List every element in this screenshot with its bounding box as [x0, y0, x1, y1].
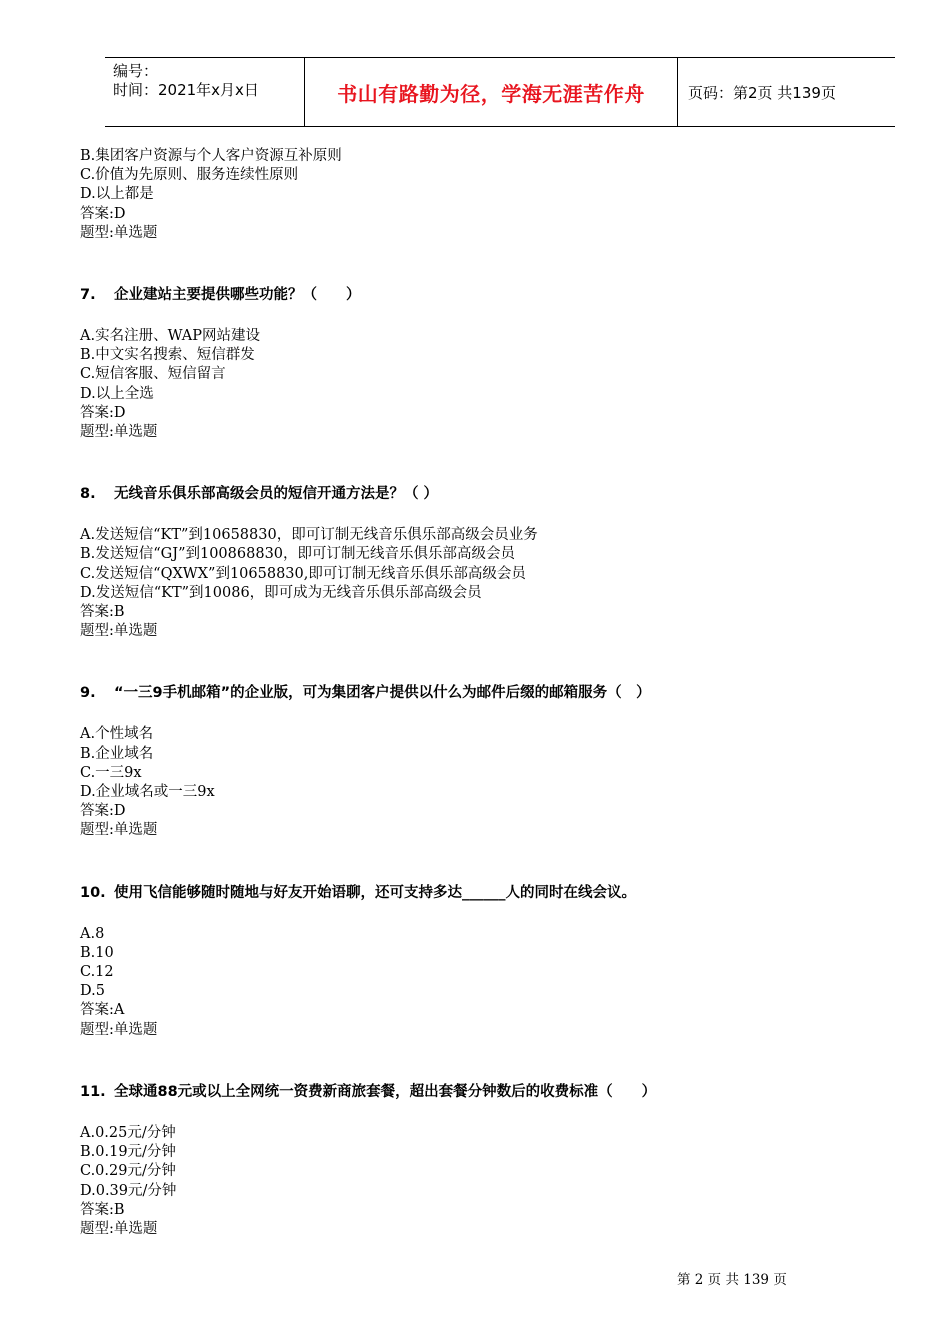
option-d: D.企业域名或一三9x — [80, 784, 215, 801]
question-block-8 — [80, 485, 880, 641]
option-a: A.0.25元/分钟 — [80, 1124, 176, 1141]
option-a: A.8 — [80, 925, 105, 942]
question-block-7 — [80, 286, 880, 442]
option-a: A.发送短信“KT”到10658830，即可订制无线音乐俱乐部高级会员业务 — [80, 527, 538, 544]
answer-line: 答案:A — [80, 1002, 125, 1019]
question-text: “一三9手机邮箱”的企业版，可为集团客户提供以什么为邮件后缀的邮箱服务（ ） — [114, 685, 651, 702]
question-number: 10. — [80, 884, 106, 901]
option-c: C.一三9x — [80, 764, 142, 781]
option-a: A.个性域名 — [80, 726, 154, 743]
time-label: 时间：2021年x月x日 — [113, 81, 259, 99]
page-header — [105, 57, 895, 127]
option-b: B.0.19元/分钟 — [80, 1144, 176, 1161]
option-line: B.集团客户资源与个人客户资源互补原则 — [80, 148, 342, 164]
option-c: C.0.29元/分钟 — [80, 1163, 176, 1180]
answer-line: 答案:D — [80, 205, 126, 222]
option-b: B.10 — [80, 944, 114, 961]
question-title — [80, 286, 880, 305]
continuation-block — [80, 147, 880, 243]
question-content — [80, 147, 880, 1239]
option-line: D.以上都是 — [80, 186, 154, 203]
header-page-info: 页码：第2页 共139页 — [688, 83, 836, 102]
option-a: A.实名注册、WAP网站建设 — [80, 328, 260, 345]
option-line: C.价值为先原则、服务连续性原则 — [80, 167, 299, 184]
answer-line: 答案:B — [80, 1201, 125, 1218]
answer-line: 答案:B — [80, 604, 125, 621]
question-text: 使用飞信能够随时随地与好友开始语聊，还可支持多达______人的同时在线会议。 — [114, 884, 636, 901]
question-number: 11. — [80, 1083, 106, 1100]
question-title — [80, 1083, 880, 1102]
option-c: C.12 — [80, 964, 114, 981]
option-c: C.发送短信“QXWX”到10658830,即可订制无线音乐俱乐部高级会员 — [80, 565, 526, 582]
serial-label: 编号： — [113, 62, 159, 80]
question-title — [80, 485, 880, 504]
type-line: 题型:单选题 — [80, 822, 158, 839]
question-title — [80, 684, 880, 703]
question-number: 7. — [80, 287, 96, 304]
type-line: 题型:单选题 — [80, 424, 158, 441]
header-motto: 书山有路勤为径，学海无涯苦作舟 — [305, 58, 678, 126]
question-number: 8. — [80, 486, 96, 503]
option-d: D.5 — [80, 983, 105, 1000]
option-d: D.发送短信“KT”到10086，即可成为无线音乐俱乐部高级会员 — [80, 584, 482, 601]
type-line: 题型:单选题 — [80, 224, 158, 241]
question-number: 9. — [80, 685, 96, 702]
answer-line: 答案:D — [80, 803, 126, 820]
page-footer: 第 2 页 共 139 页 — [677, 1272, 787, 1288]
question-block-9 — [80, 684, 880, 840]
option-b: B.企业域名 — [80, 745, 154, 762]
option-b: B.发送短信“GJ”到100868830，即可订制无线音乐俱乐部高级会员 — [80, 546, 516, 563]
question-text: 企业建站主要提供哪些功能？（ ） — [114, 287, 361, 304]
option-d: D.以上全选 — [80, 385, 154, 402]
question-title — [80, 884, 880, 903]
question-block-10 — [80, 884, 880, 1040]
answer-line: 答案:D — [80, 404, 126, 421]
type-line: 题型:单选题 — [80, 623, 158, 640]
header-meta — [105, 58, 305, 126]
question-text: 无线音乐俱乐部高级会员的短信开通方法是？（ ） — [114, 486, 439, 503]
question-text: 全球通88元或以上全网统一资费新商旅套餐，超出套餐分钟数后的收费标准（ ） — [114, 1083, 657, 1100]
option-c: C.短信客服、短信留言 — [80, 366, 226, 383]
question-block-11 — [80, 1083, 880, 1239]
option-d: D.0.39元/分钟 — [80, 1182, 177, 1199]
type-line: 题型:单选题 — [80, 1021, 158, 1038]
option-b: B.中文实名搜索、短信群发 — [80, 347, 255, 364]
type-line: 题型:单选题 — [80, 1220, 158, 1237]
